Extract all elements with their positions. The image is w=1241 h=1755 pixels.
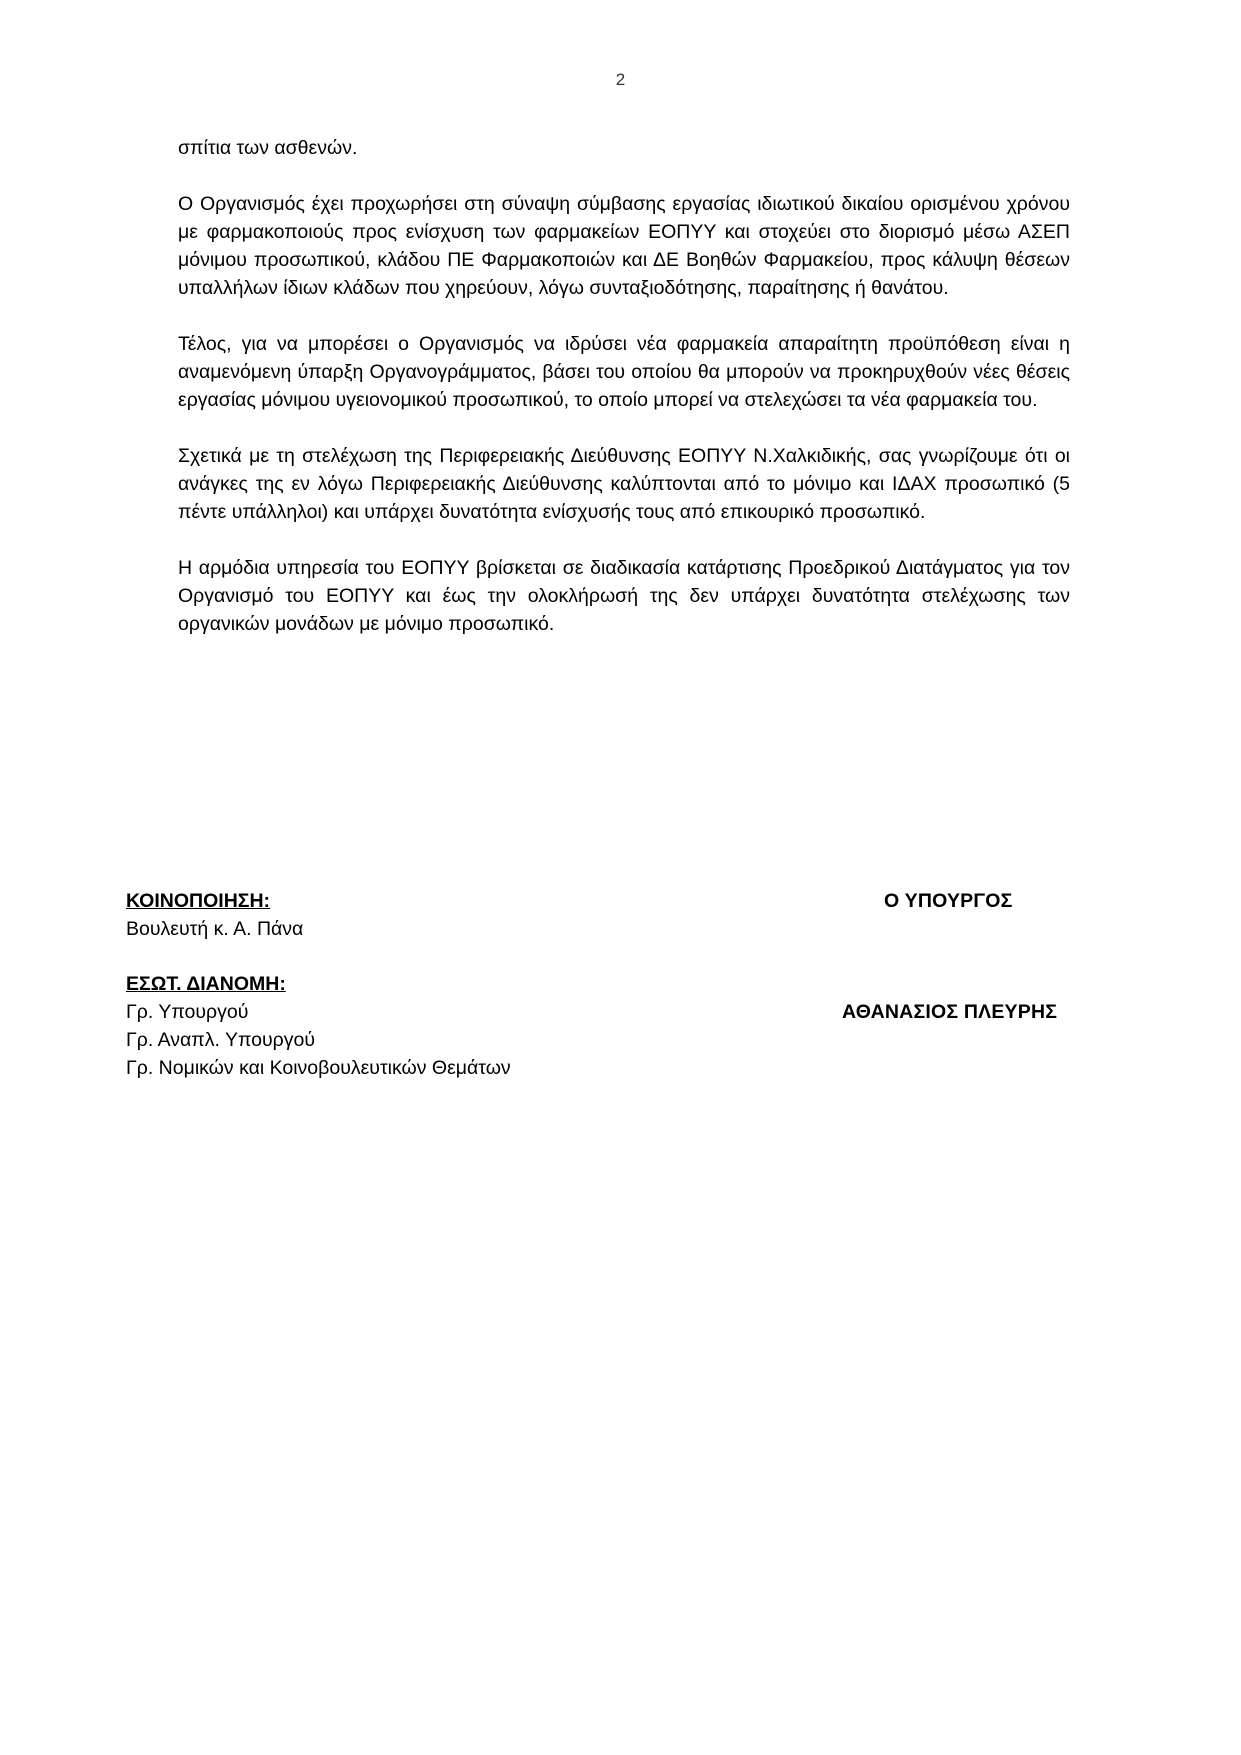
paragraph: Ο Οργανισμός έχει προχωρήσει στη σύναψη σύμβασης εργασίας ιδιωτικού δικαίου ορισμένου χρόνου με φαρμακοποιούς προς ενίσχυση των φαρμακείων ΕΟΠΥΥ και στοχεύει στο διορισμό μέσω ΑΣΕΠ μόνιμου προσωπικού, κλάδου ΠΕ Φαρμακοποιών και ΔΕ Βοηθών Φαρμακείου, προς κάλυψη θέσεων υπαλλήλων ίδιων κλάδων που χηρεύουν, λόγω συνταξιοδότησης, παραίτησης ή θανάτου. <box>178 193 1070 299</box>
page-number: 2 <box>615 70 626 89</box>
document-body <box>178 134 1070 666</box>
paragraph: Η αρμόδια υπηρεσία του ΕΟΠΥΥ βρίσκεται σε διαδικασία κατάρτισης Προεδρικού Διατάγματος για τον Οργανισμό του ΕΟΠΥΥ και έως την ολοκλήρωσή της δεν υπάρχει δυνατότητα στελέχωσης των οργανικών μονάδων με μόνιμο προσωπικό. <box>178 557 1070 635</box>
internal-distribution-block <box>126 970 511 1082</box>
notification-block <box>126 887 303 943</box>
paragraph: Τέλος, για να μπορέσει ο Οργανισμός να ιδρύσει νέα φαρμακεία απαραίτητη προϋπόθεση είναι η αναμενόμενη ύπαρξη Οργανογράμματος, βάσει του οποίου θα μπορούν να προκηρυχθούν νέες θέσεις εργασίας μόνιμου υγειονομικού προσωπικού, το οποίο μπορεί να στελεχώσει τα νέα φαρμακεία του. <box>178 333 1070 411</box>
signature-title: Ο ΥΠΟΥΡΓΟΣ <box>884 890 1013 912</box>
internal-distribution-item: Γρ. Υπουργού <box>126 1001 249 1023</box>
internal-distribution-item: Γρ. Νομικών και Κοινοβουλευτικών Θεμάτων <box>126 1057 511 1079</box>
signature-name: ΑΘΑΝΑΣΙΟΣ ΠΛΕΥΡΗΣ <box>842 1001 1058 1023</box>
notification-heading: ΚΟΙΝΟΠΟΙΗΣΗ: <box>126 890 271 912</box>
internal-distribution-heading: ΕΣΩΤ. ΔΙΑΝΟΜΗ: <box>126 973 286 995</box>
paragraph: σπίτια των ασθενών. <box>178 137 358 159</box>
paragraph: Σχετικά με τη στελέχωση της Περιφερειακής Διεύθυνσης ΕΟΠΥΥ Ν.Χαλκιδικής, σας γνωρίζουμε ότι οι ανάγκες της εν λόγω Περιφερειακής Διεύθυνσης καλύπτονται από το μόνιμο και ΙΔΑΧ προσωπικό (5 πέντε υπάλληλοι) και υπάρχει δυνατότητα ενίσχυσής τους από επικουρικό προσωπικό. <box>178 445 1070 523</box>
notification-recipient: Βουλευτή κ. Α. Πάνα <box>126 918 304 940</box>
internal-distribution-item: Γρ. Αναπλ. Υπουργού <box>126 1029 316 1051</box>
